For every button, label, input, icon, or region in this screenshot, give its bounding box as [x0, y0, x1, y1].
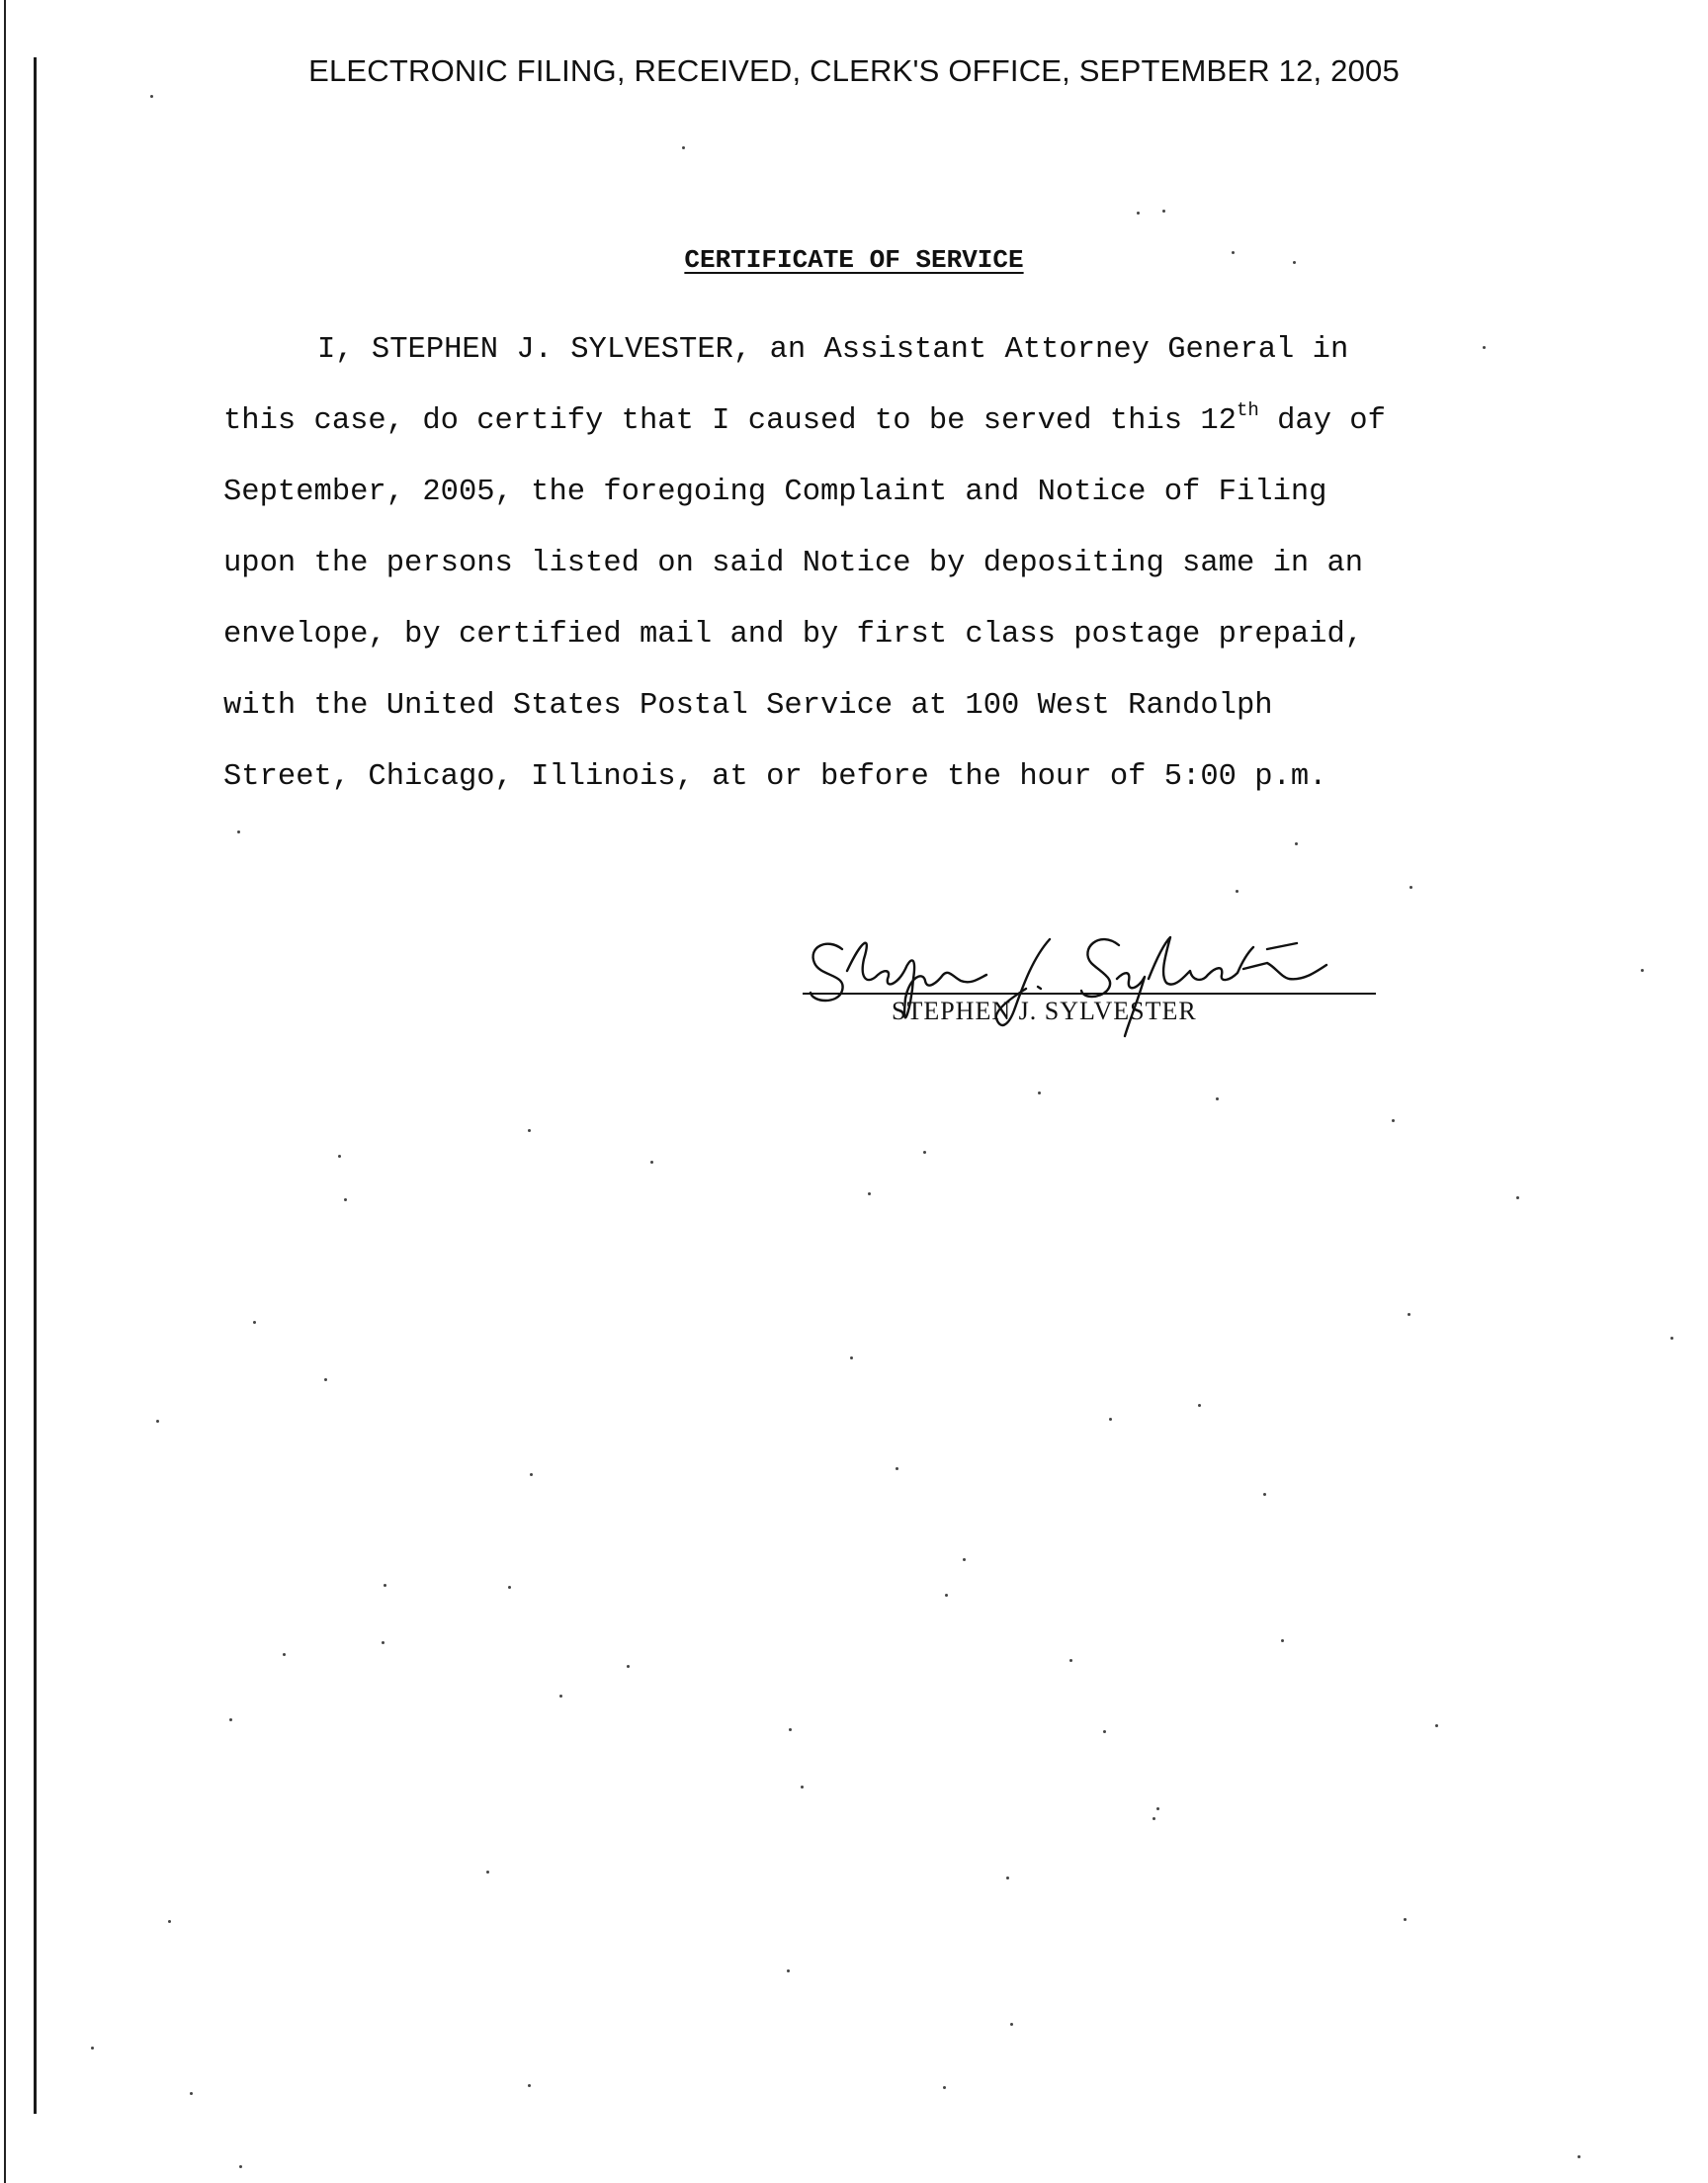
- paragraph-line: upon the persons listed on said Notice by depositing same in an: [223, 547, 1364, 580]
- scan-speck: [1038, 1092, 1041, 1094]
- scan-speck: [239, 2165, 242, 2168]
- paragraph-line: with the United States Postal Service at 100 West Randolph: [223, 689, 1273, 723]
- scan-speck: [559, 1695, 562, 1698]
- scan-speck: [237, 830, 240, 833]
- scan-speck: [1006, 1877, 1009, 1879]
- scan-speck: [508, 1586, 511, 1589]
- scan-speck: [253, 1321, 256, 1324]
- scan-speck: [896, 1467, 898, 1470]
- scan-speck: [344, 1198, 347, 1201]
- paragraph-line: September, 2005, the foregoing Complaint and Notice of Filing: [223, 476, 1327, 509]
- handwritten-signature: [803, 919, 1386, 1048]
- paragraph-line-tail: day of: [1258, 404, 1386, 438]
- scan-speck: [530, 1473, 533, 1476]
- scan-speck: [1069, 1659, 1072, 1662]
- scan-speck: [1232, 251, 1235, 254]
- scan-margin-line: [34, 57, 37, 2114]
- scan-speck: [528, 1129, 531, 1132]
- scan-speck: [1103, 1730, 1106, 1733]
- scan-speck: [923, 1151, 926, 1154]
- scan-speck: [91, 2047, 94, 2050]
- scan-speck: [486, 1871, 489, 1874]
- scan-speck: [1010, 2023, 1013, 2026]
- scan-speck: [1641, 969, 1644, 972]
- certificate-paragraph: [223, 314, 1508, 813]
- scan-speck: [1483, 346, 1486, 349]
- scan-speck: [338, 1155, 341, 1158]
- scan-speck: [1156, 1807, 1159, 1810]
- signer-printed-name: STEPHEN J. SYLVESTER: [892, 997, 1197, 1025]
- signature-line: [803, 993, 1376, 995]
- paragraph-line-text: this case, do certify that I caused to be served this 12: [223, 404, 1237, 438]
- scan-speck: [1578, 2155, 1580, 2158]
- scan-speck: [1198, 1404, 1201, 1407]
- scan-speck: [1216, 1097, 1219, 1100]
- scan-speck: [1281, 1639, 1284, 1642]
- scan-speck: [787, 1969, 790, 1972]
- scan-speck: [229, 1718, 232, 1721]
- paragraph-line: envelope, by certified mail and by first class postage prepaid,: [223, 618, 1364, 652]
- scan-speck: [1137, 212, 1140, 215]
- scan-speck: [283, 1653, 286, 1656]
- ordinal-suffix: th: [1236, 398, 1259, 421]
- scan-speck: [1435, 1724, 1438, 1727]
- scan-speck: [1670, 1337, 1673, 1340]
- scan-speck: [1153, 1817, 1155, 1820]
- scan-speck: [1162, 210, 1165, 213]
- scan-speck: [801, 1786, 804, 1789]
- scan-speck: [1295, 842, 1298, 845]
- scan-speck: [627, 1665, 630, 1668]
- scan-speck: [943, 2086, 946, 2089]
- scan-speck: [150, 95, 153, 98]
- certificate-title-text: CERTIFICATE OF SERVICE: [684, 245, 1024, 275]
- scan-speck: [1408, 1313, 1410, 1316]
- scan-speck: [528, 2084, 531, 2087]
- scan-speck: [382, 1641, 384, 1644]
- scan-speck: [1109, 1418, 1112, 1421]
- scan-speck: [650, 1161, 653, 1164]
- scan-speck: [1236, 890, 1238, 893]
- scan-speck: [1409, 886, 1412, 889]
- paragraph-line: I, STEPHEN J. SYLVESTER, an Assistant Attorney General in: [317, 333, 1349, 367]
- scan-speck: [1516, 1196, 1519, 1199]
- scan-speck: [324, 1378, 327, 1381]
- scan-speck: [1263, 1493, 1266, 1496]
- scan-edge-line: [4, 0, 6, 2183]
- paragraph-line: [223, 386, 1508, 457]
- signature-block: [803, 919, 1386, 1048]
- scan-speck: [168, 1920, 171, 1923]
- scan-speck: [384, 1584, 386, 1587]
- scan-speck: [868, 1192, 871, 1195]
- scan-speck: [789, 1728, 792, 1731]
- scan-speck: [850, 1356, 853, 1359]
- scan-speck: [190, 2092, 193, 2095]
- scan-speck: [156, 1420, 159, 1423]
- certificate-title: [0, 245, 1708, 275]
- filing-stamp: ELECTRONIC FILING, RECEIVED, CLERK'S OFFICE, SEPTEMBER 12, 2005: [308, 53, 1400, 88]
- scan-speck: [1392, 1119, 1395, 1122]
- scan-speck: [1293, 261, 1296, 264]
- scan-speck: [945, 1594, 948, 1597]
- scan-speck: [682, 146, 685, 149]
- scan-speck: [963, 1558, 966, 1561]
- scan-speck: [1404, 1918, 1407, 1921]
- paragraph-line: Street, Chicago, Illinois, at or before the hour of 5:00 p.m.: [223, 760, 1327, 794]
